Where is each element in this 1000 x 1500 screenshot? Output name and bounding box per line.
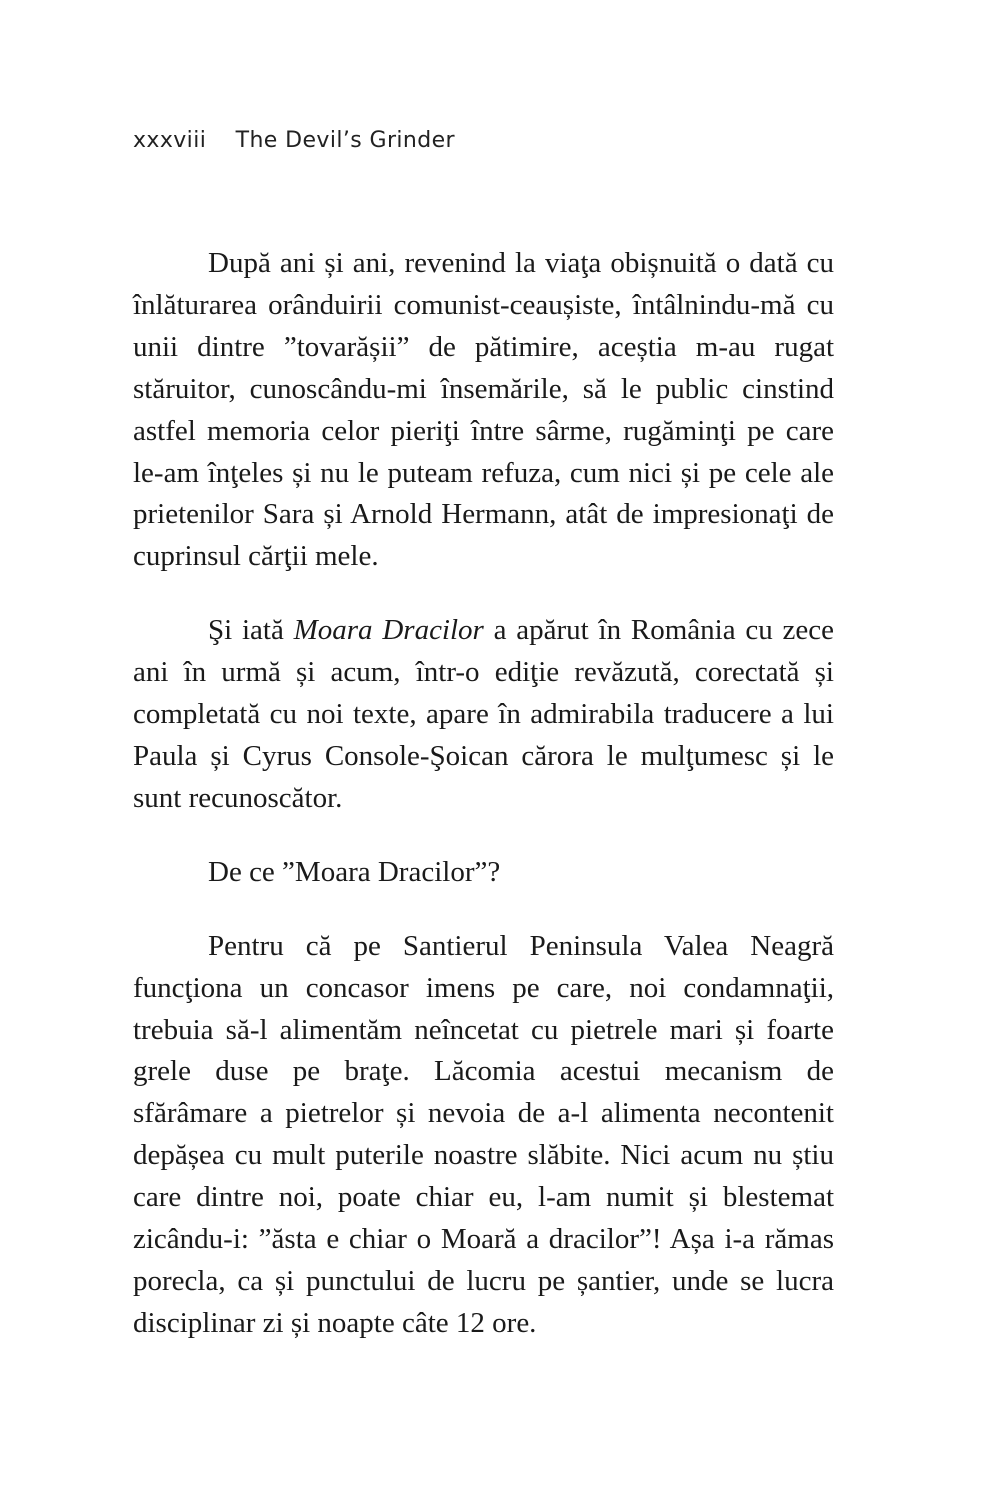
book-title: The Devil’s Grinder — [235, 128, 455, 153]
paragraph-3-question: De ce ”Moara Dracilor”? — [208, 855, 501, 888]
paragraph-2-intro: Şi iată — [208, 614, 294, 647]
book-title-italic: Moara Dracilor — [293, 614, 484, 647]
paragraph-1: După ani și ani, revenind la viaţa obișnuită o dată cu înlăturarea orânduirii comunist-ceaușiste, întâlnindu-mă cu unii dintre ”tovarășii” de pătimire, aceștia m-au rugat stăruitor, cunoscându-mi însemările, să le public cinstind astfel memoria celor pieriţi între sârme, rugăminţi pe care le-am înţeles și nu le puteam refuza, cum nici și pe cele ale prietenilor Sara și Arnold Hermann, atât de impresionaţi de cuprinsul cărţii mele. — [133, 247, 834, 573]
paragraph-2 — [133, 610, 834, 820]
body-text — [133, 243, 834, 1377]
paragraph-2-rest: a apărut în România cu zece ani în urmă și acum, într-o ediţie revăzută, corectată și completată cu noi texte, apare în admirabila traducere a lui Paula și Cyrus Console-Şoican cărora le mulţumesc și le sunt recunoscător. — [133, 614, 834, 814]
paragraph-4: Pentru că pe Santierul Peninsula Valea Neagră funcţiona un concasor imens pe care, noi condamnaţii, trebuia să-l alimentăm neîncetat cu pietrele mari și foarte grele duse pe braţe. Lăcomia acestui mecanism de sfărâmare a pietrelor și nevoia de a-l alimenta necontenit depășea cu mult puterile noastre slăbite. Nici acum nu știu care dintre noi, poate chiar eu, l-am numit și blestemat zicându-i: ”ăsta e chiar o Moară a dracilor”! Așa i-a rămas porecla, ca și punctului de lucru pe șantier, unde se lucra disciplinar zi și noapte câte 12 ore. — [133, 929, 834, 1339]
page-number: xxxviii — [133, 128, 207, 153]
running-header — [133, 128, 455, 153]
